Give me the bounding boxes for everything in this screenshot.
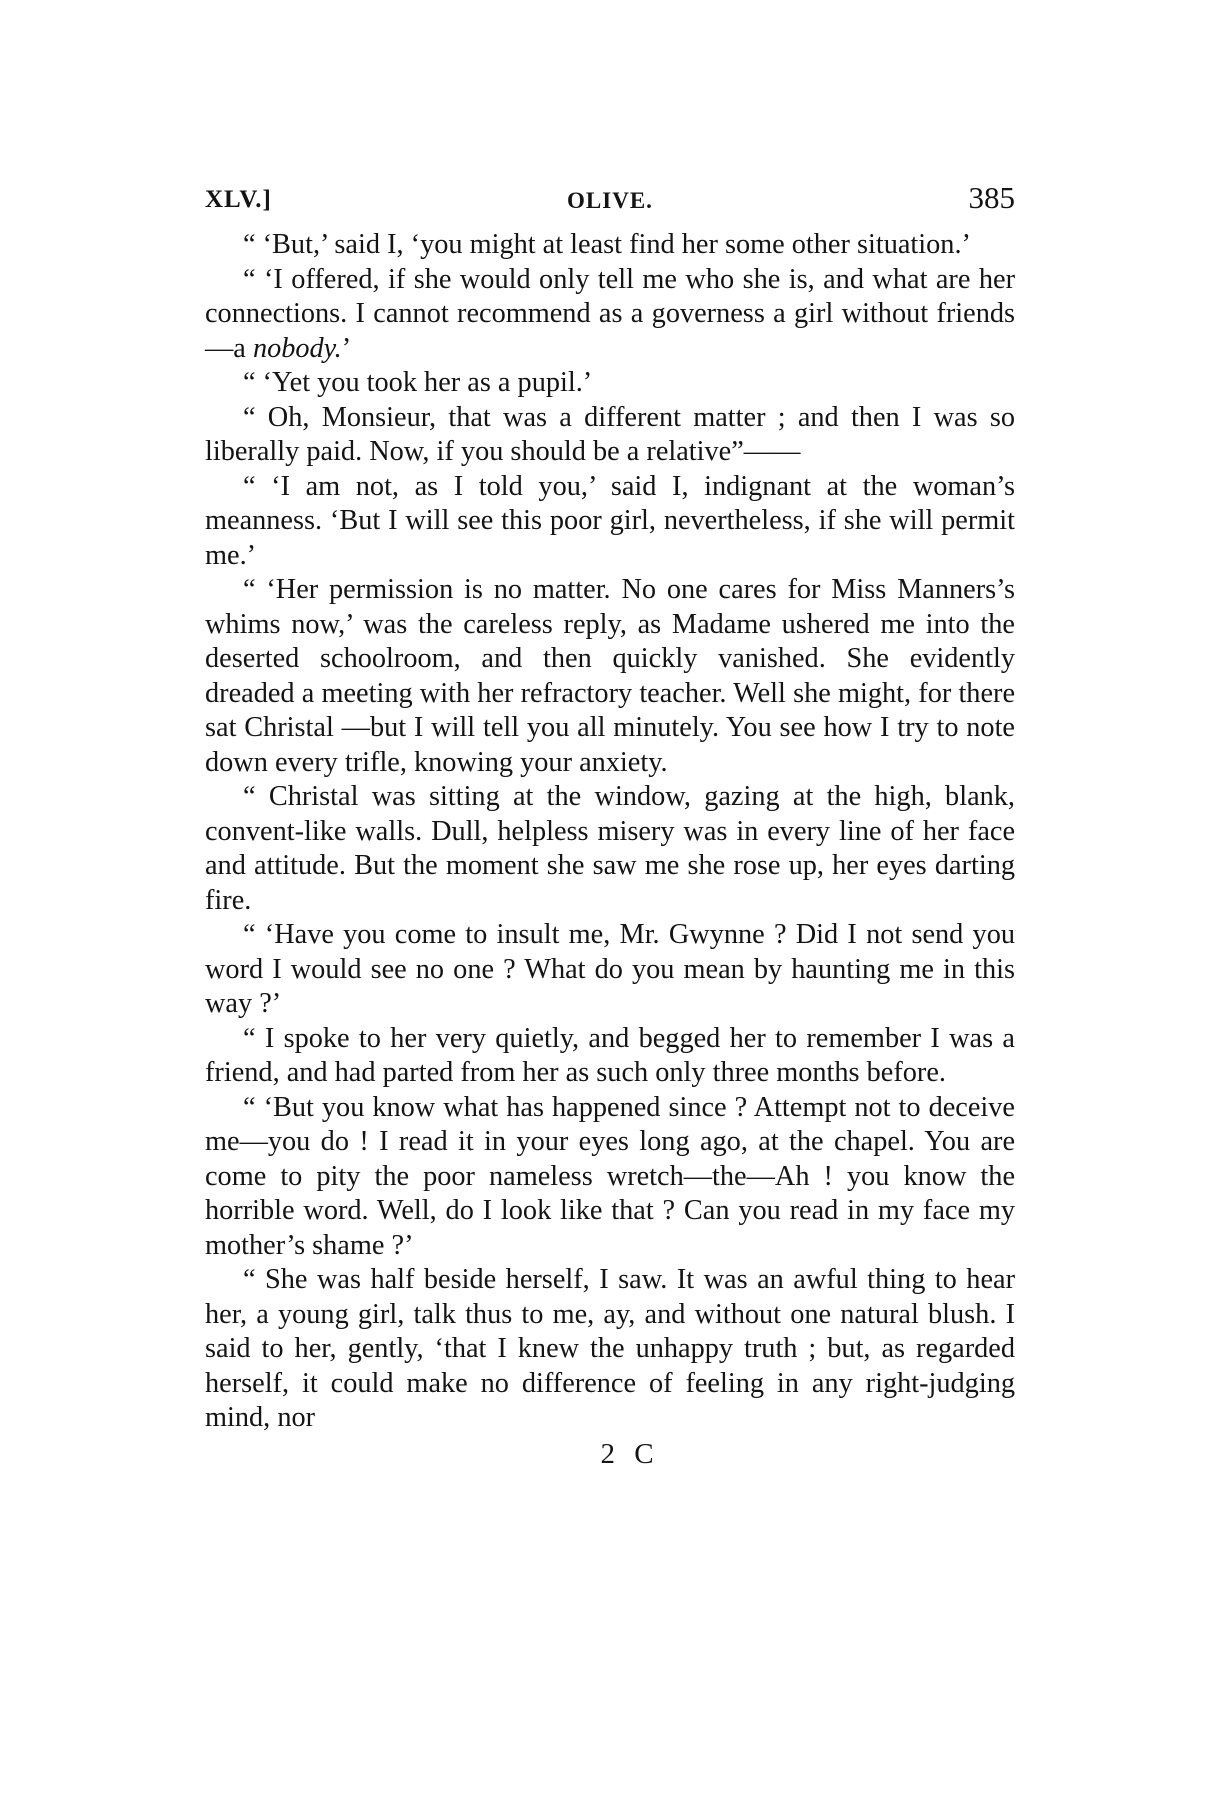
italic-word: nobody. (252, 332, 342, 364)
body-text (205, 228, 1015, 1436)
paragraph: “ ‘Her permission is no matter. No one cares for Miss Manners’s whims now,’ was the careless reply, as Madame ushered me into the deserted schoolroom, and then quickly vanished. She evidently dreaded a meeting with her refractory teacher. Well she might, for there sat Christal —but I will tell you all minutely. You see how I try to note down every trifle, knowing your anxiety. (205, 574, 1015, 778)
paragraph: “ ‘Have you come to insult me, Mr. Gwynne ? Did I not send you word I would see no one ? What do you mean by haunting me in this way ?’ (205, 919, 1015, 1019)
paragraph: “ ‘But,’ said I, ‘you might at least find her some other situation.’ (243, 229, 971, 260)
paragraph: “ ‘I am not, as I told you,’ said I, indignant at the woman’s meanness. ‘But I will see this poor girl, nevertheless, if she will permit me.’ (205, 470, 1015, 571)
paragraph: “ I spoke to her very quietly, and begged her to remember I was a friend, and had parted from her as such only three months before. (205, 1022, 1015, 1088)
chapter-number: XLV.] (205, 186, 272, 213)
paragraph: “ ‘I offered, if she would only tell me who she is, and what are her connections. I cannot recommend as a governess a girl without friends—a nobody.’ (205, 263, 1015, 364)
running-head (205, 180, 1015, 226)
book-title: OLIVE. (567, 188, 653, 213)
paragraph: “ She was half beside herself, I saw. It was an awful thing to hear her, a young girl, talk thus to me, ay, and without one natural blush. I said to her, gently, ‘that I knew the unhappy truth ; but, as regarded herself, it could make no difference of feeling in any right-judging mind, nor (205, 1264, 1015, 1433)
paragraph: “ Oh, Monsieur, that was a different matter ; and then I was so liberally paid. Now, if you should be a relative”—— (205, 401, 1015, 467)
signature-mark: 2 C (600, 1437, 660, 1470)
book-page (205, 180, 1015, 1471)
page-number: 385 (968, 180, 1015, 215)
paragraph: “ Christal was sitting at the window, gazing at the high, blank, convent-like walls. Dull, helpless misery was in every line of her face and attitude. But the moment she saw me she rose up, her eyes darting fire. (205, 781, 1015, 916)
paragraph: “ ‘Yet you took her as a pupil.’ (243, 367, 593, 398)
paragraph: “ ‘But you know what has happened since ? Attempt not to deceive me—you do ! I read it in your eyes long ago, at the chapel. You are come to pity the poor nameless wretch—the—Ah ! you know the horrible word. Well, do I look like that ? Can you read in my face my mother’s shame ?’ (205, 1091, 1015, 1261)
